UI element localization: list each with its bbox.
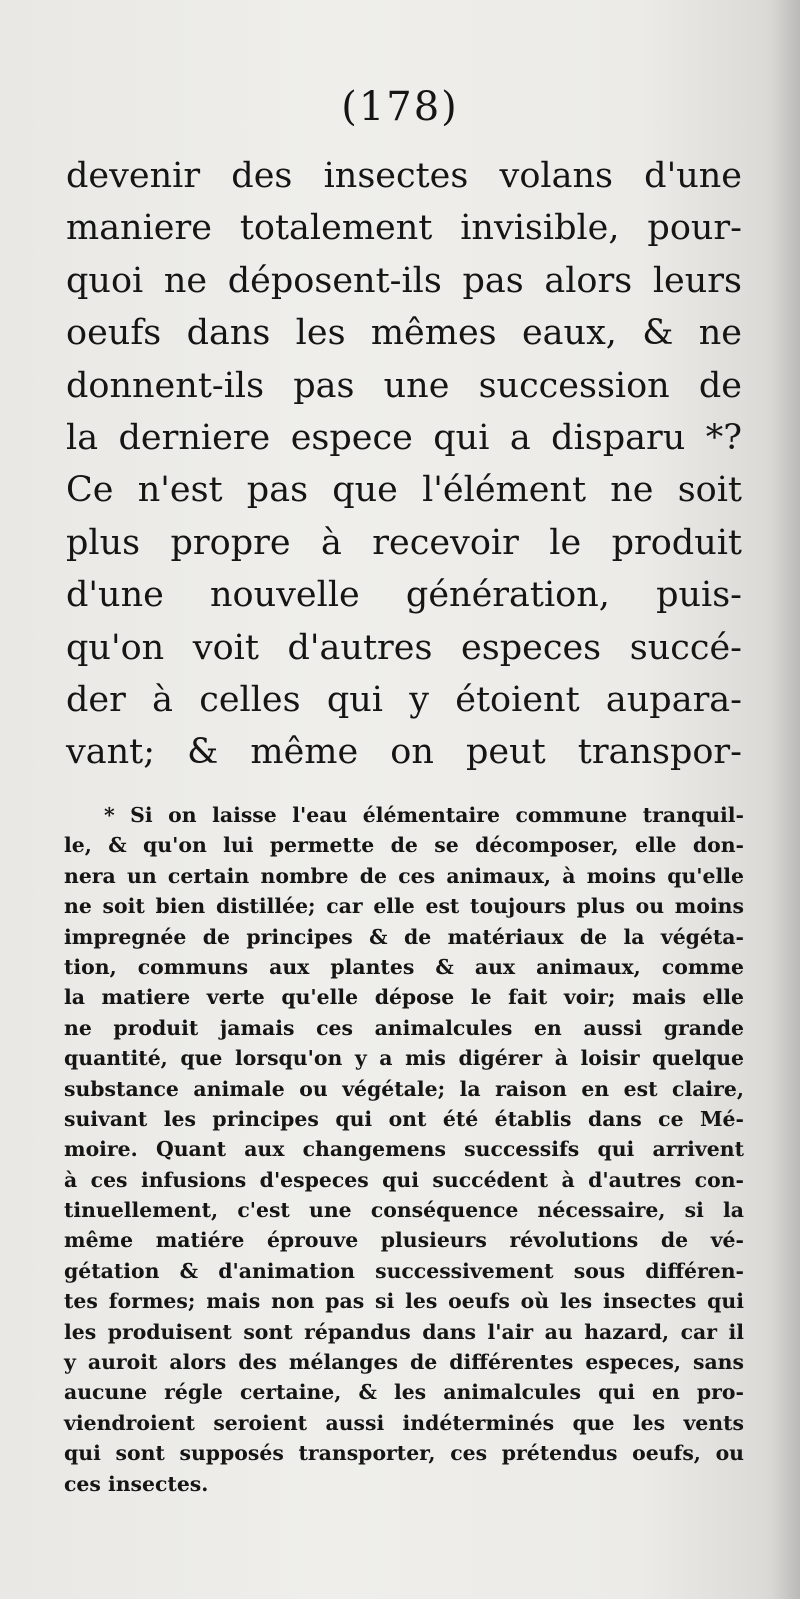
- footnote-line: ne produit jamais ces animalcules en aussi grande: [64, 1015, 744, 1040]
- footnote-line: viendroient seroient aussi indéterminés que les vents: [64, 1410, 744, 1435]
- footnote-line: suivant les principes qui ont été établis dans ce Mé-: [64, 1106, 744, 1131]
- footnote-line: moire. Quant aux changemens successifs qui arrivent: [64, 1137, 744, 1162]
- footnote-line: y auroit alors des mélanges de différentes especes, sans: [64, 1350, 744, 1375]
- footnote-line: quantité, que lorsqu'on y a mis digérer à loisir quelque: [64, 1046, 744, 1071]
- text-line: devenir des insectes volans d'une: [66, 156, 742, 196]
- text-line: vant; & même on peut transpor-: [66, 732, 742, 773]
- footnote-line: le, & qu'on lui permette de se décomposer, elle don-: [64, 833, 744, 858]
- text-line: der à celles qui y étoient aupara-: [66, 679, 742, 720]
- footnote-line: * Si on laisse l'eau élémentaire commune tranquil-: [104, 803, 744, 827]
- footnote-line: tes formes; mais non pas si les oeufs où les insectes qui: [64, 1289, 744, 1314]
- page-number: (178): [341, 84, 459, 130]
- footnote-line: substance animale ou végétale; la raison en est claire,: [64, 1076, 744, 1101]
- footnote-line: aucune régle certaine, & les animalcules qui en pro-: [64, 1380, 744, 1405]
- footnote-line: ces insectes.: [64, 1471, 209, 1496]
- footnote-line: même matiére éprouve plusieurs révolutions de vé-: [64, 1228, 744, 1253]
- footnote-line: tion, communs aux plantes & aux animaux, comme: [64, 954, 744, 979]
- footnote-line: nera un certain nombre de ces animaux, à moins qu'elle: [64, 863, 744, 888]
- footnote-line: gétation & d'animation successivement sous différen-: [64, 1258, 744, 1283]
- text-line: plus propre à recevoir le produit: [66, 522, 742, 563]
- text-line: quoi ne déposent-ils pas alors leurs: [66, 260, 742, 301]
- footnote-separator: [66, 770, 742, 780]
- main-text: [66, 150, 742, 779]
- footnote-line: les produisent sont répandus dans l'air au hazard, car il: [64, 1319, 744, 1344]
- footnote-line: impregnée de principes & de matériaux de la végéta-: [64, 924, 744, 949]
- text-line: oeufs dans les mêmes eaux, & ne: [66, 313, 742, 354]
- text-line: donnent-ils pas une succession de: [66, 365, 742, 406]
- text-line: d'une nouvelle génération, puis-: [66, 575, 742, 616]
- footnote-line: tinuellement, c'est une conséquence nécessaire, si la: [64, 1198, 744, 1223]
- footnote-line: à ces infusions d'especes qui succédent à d'autres con-: [64, 1167, 744, 1192]
- text-line: Ce n'est pas que l'élément ne soit: [66, 470, 742, 511]
- text-line: qu'on voit d'autres especes succé-: [66, 627, 742, 668]
- footnote: [64, 800, 744, 1499]
- footnote-line: qui sont supposés transporter, ces prétendus oeufs, ou: [64, 1441, 744, 1466]
- page-edge-shadow: [772, 0, 800, 1599]
- text-line: la derniere espece qui a disparu *?: [66, 417, 742, 458]
- text-line: maniere totalement invisible, pour-: [66, 208, 742, 249]
- footnote-line: ne soit bien distillée; car elle est toujours plus ou moins: [64, 894, 744, 919]
- footnote-line: la matiere verte qu'elle dépose le fait voir; mais elle: [64, 985, 744, 1010]
